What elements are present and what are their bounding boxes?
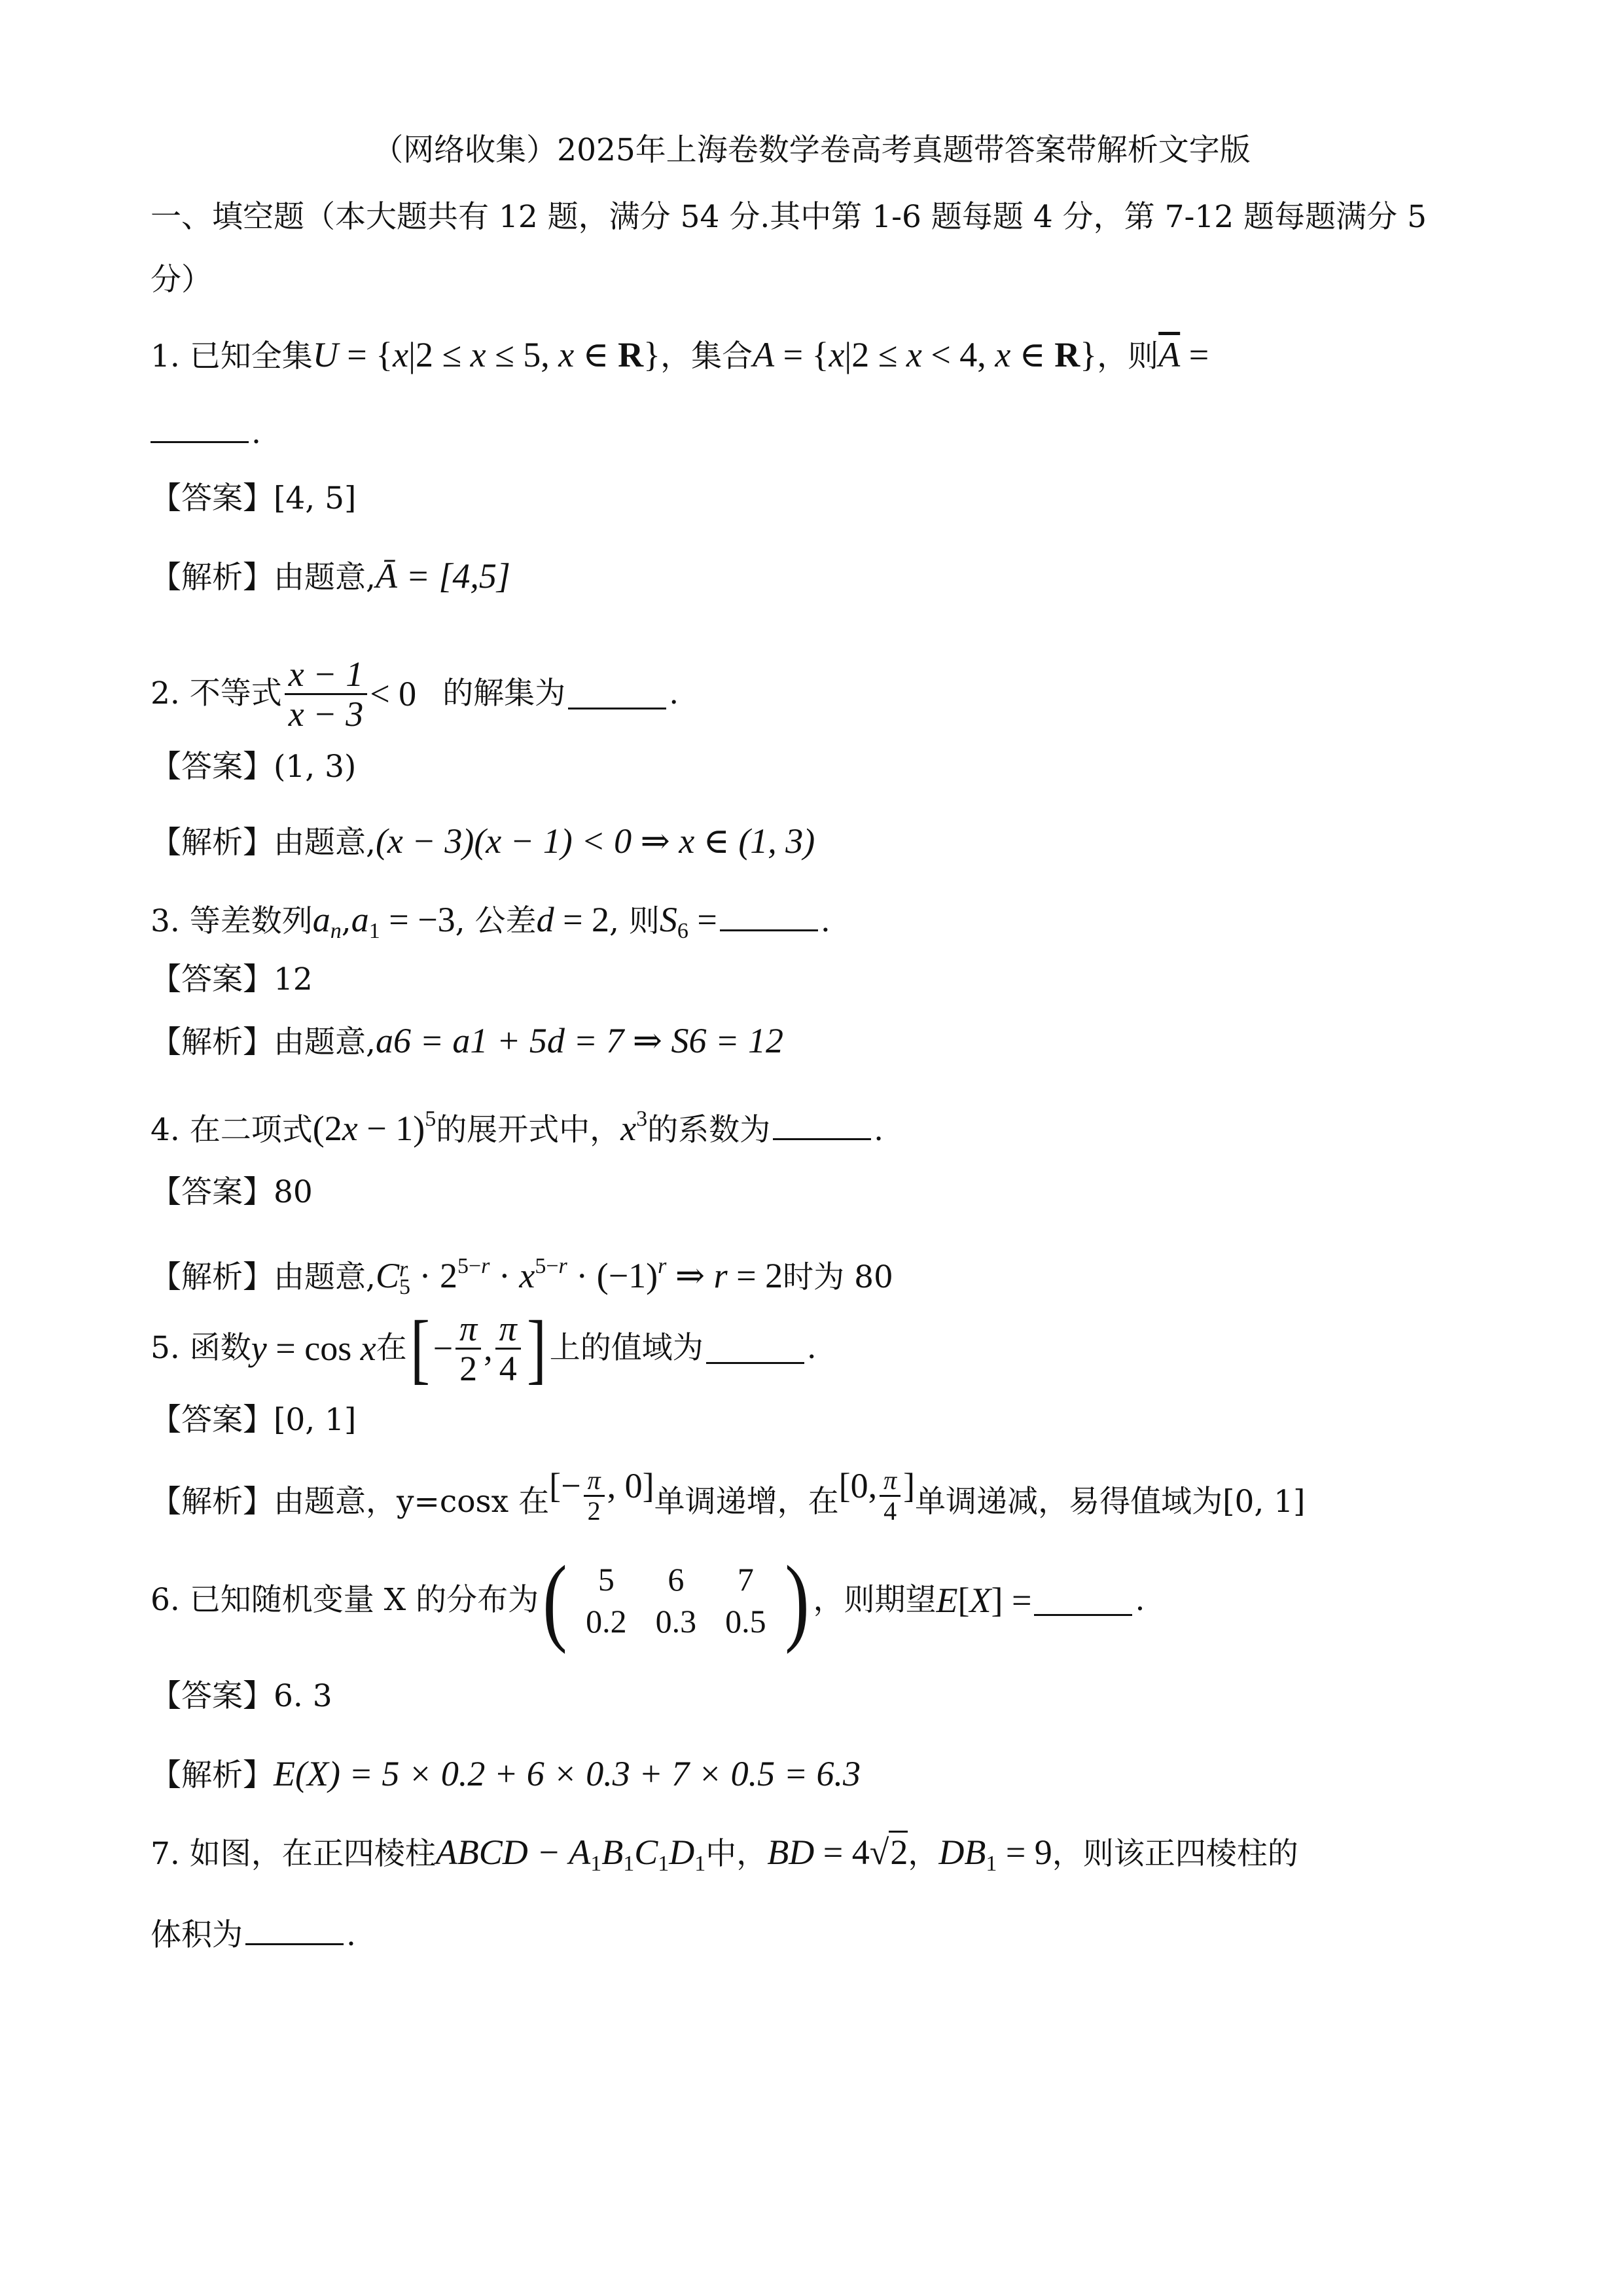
- answer-label: 【答案】: [151, 1174, 274, 1210]
- q3-common-difference: d = 2: [536, 900, 610, 939]
- q6-probability: 0.2: [586, 1603, 627, 1640]
- q6-mid: ，则期望: [813, 1582, 936, 1618]
- q7-volume-text: 体积为: [151, 1917, 243, 1953]
- q7-end: .: [346, 1917, 356, 1953]
- q3-analysis-math: a6 = a1 + 5d = 7 ⇒ S6 = 12: [375, 1021, 783, 1060]
- q3-sequence: $a_n$: [312, 900, 342, 943]
- q5-function: y = cos x: [251, 1329, 376, 1368]
- analysis-label: 【解析】: [151, 1024, 274, 1060]
- q7-prefix: 7. 如图，在正四棱柱: [151, 1836, 436, 1872]
- q6-answer-blank: [1034, 1585, 1132, 1616]
- q6-value: 5: [597, 1561, 615, 1598]
- document-title: （网络收集）2025年上海卷数学卷高考真题带答案带解析文字版: [372, 132, 1251, 168]
- q7-db1: $DB_1 = 9$: [938, 1833, 1052, 1876]
- q5-answer: [151, 1401, 1472, 1440]
- q1-answer-value: [4, 5]: [274, 480, 357, 516]
- q1-blank-line: [151, 412, 1472, 453]
- q6-answer-value: 6. 3: [274, 1678, 332, 1714]
- q6-expectation: E[X] =: [936, 1581, 1032, 1620]
- answer-label: 【答案】: [151, 1678, 274, 1714]
- q5-analysis-text2: 单调递增，在: [654, 1484, 839, 1520]
- q1-set-a: A = {x|2 ≤ x < 4, x ∈ R}: [753, 335, 1097, 374]
- q4-analysis-tail: 时为 80: [783, 1259, 893, 1295]
- analysis-label: 【解析】: [151, 1757, 274, 1793]
- analysis-label: 【解析】: [151, 560, 274, 596]
- q1-answer: [151, 479, 1472, 518]
- answer-label: 【答案】: [151, 749, 274, 785]
- q1-analysis: [151, 556, 1472, 598]
- q6-answer: [151, 1677, 1472, 1716]
- q3-answer: [151, 960, 1472, 999]
- q6-probability: 0.5: [725, 1603, 766, 1640]
- q2-end: .: [669, 675, 679, 711]
- answer-label: 【答案】: [151, 961, 274, 997]
- q7-line2: [151, 1914, 1472, 1955]
- by-problem-text: 由题意,: [274, 1259, 376, 1295]
- q4-prefix: 4. 在二项式: [151, 1112, 313, 1148]
- q5-decreasing-interval: [0, $\frac{\pi}{4}$ ]: [838, 1465, 916, 1526]
- by-problem-text: 由题意,: [274, 1024, 376, 1060]
- analysis-label: 【解析】: [151, 825, 274, 861]
- q4-answer: [151, 1173, 1472, 1212]
- answer-label: 【答案】: [151, 480, 274, 516]
- q4-suffix: 的系数为: [647, 1112, 771, 1148]
- q4-mid: 的展开式中，: [436, 1112, 621, 1148]
- q4-analysis-math: C $_{r 5} \cdot 2^{5-r} \cdot x^{5-r} \cdot (-1)^r$ ⇒ r = 2: [375, 1254, 783, 1299]
- q6-distribution-matrix: ( 5 6 7 0.2 0.3 0.5 ): [543, 1546, 810, 1655]
- q2-fraction-denominator: x − 3: [288, 694, 364, 734]
- q1-mid: ，集合: [660, 338, 753, 374]
- q3-analysis: [151, 1021, 1472, 1062]
- q7-mid2: ，: [908, 1836, 939, 1872]
- q7-prism: ABCD − $A_1B_1C_1D_1$: [435, 1833, 706, 1876]
- q2-fraction: [285, 655, 367, 733]
- q4-term: $x^3$: [620, 1107, 648, 1148]
- q2-answer-blank: [568, 679, 666, 709]
- q5-prefix: 5. 函数: [151, 1330, 251, 1366]
- q6-analysis-math: E(X) = 5 × 0.2 + 6 × 0.3 + 7 × 0.5 = 6.3: [274, 1754, 861, 1793]
- answer-label: 【答案】: [151, 1402, 274, 1438]
- q6-probability: 0.3: [655, 1603, 697, 1640]
- q3-answer-value: 12: [274, 961, 313, 997]
- q3-answer-blank: [720, 901, 818, 931]
- q7-bd: BD = 4√2: [767, 1831, 908, 1872]
- q6-prefix: 6. 已知随机变量 X 的分布为: [151, 1582, 539, 1618]
- question-7: [151, 1833, 1472, 1884]
- q2-prefix: 2. 不等式: [151, 675, 282, 711]
- q1-complement: $\overline{A}$ =: [1158, 335, 1209, 374]
- question-1: [151, 335, 1472, 376]
- q1-analysis-math: Ā = [4,5]: [375, 556, 510, 596]
- question-3: [151, 900, 1472, 951]
- q3-prefix: 3. 等差数列: [151, 903, 313, 939]
- section-heading: 一、填空题（本大题共有 12 题，满分 54 分.其中第 1-6 题每题 4 分，第 7-12 题每题满分 5: [151, 199, 1427, 235]
- q1-end: .: [251, 415, 261, 451]
- q6-value: 7: [737, 1561, 754, 1598]
- q4-analysis: [151, 1247, 1472, 1307]
- q5-end: .: [806, 1330, 817, 1366]
- q2-answer: [151, 747, 1472, 787]
- q5-answer-value: [0, 1]: [274, 1402, 357, 1438]
- q3-mid: , 公差: [455, 903, 537, 939]
- q4-binomial: $(2x - 1)^5$: [312, 1107, 437, 1148]
- analysis-label: 【解析】: [151, 1484, 274, 1520]
- section-heading-cont: 分）: [151, 262, 212, 298]
- question-2: [151, 655, 1472, 733]
- q3-mid2: , 则: [609, 903, 660, 939]
- analysis-label: 【解析】: [151, 1259, 274, 1295]
- q3-sum: $S_6$ =: [659, 900, 717, 943]
- question-4: [151, 1100, 1472, 1150]
- q6-analysis: [151, 1754, 1472, 1795]
- q3-end: .: [820, 903, 830, 939]
- q1-answer-blank: [151, 412, 249, 443]
- q7-answer-blank: [245, 1914, 344, 1945]
- q3-sep: ,: [341, 903, 351, 939]
- q6-end: .: [1135, 1582, 1145, 1618]
- q4-answer-value: 80: [274, 1174, 313, 1210]
- q7-mid: 中，: [705, 1836, 768, 1872]
- q2-analysis-math: (x − 3)(x − 1) < 0 ⇒ x ∈ (1, 3): [375, 821, 815, 861]
- q4-answer-blank: [773, 1109, 871, 1140]
- question-6: [151, 1548, 1472, 1653]
- q2-answer-value: (1, 3): [274, 749, 357, 785]
- q5-answer-blank: [706, 1333, 804, 1364]
- q6-value: 6: [668, 1561, 685, 1598]
- q1-universal-set: U = {x|2 ≤ x ≤ 5, x ∈ R}: [312, 335, 661, 374]
- q5-analysis: [151, 1466, 1472, 1538]
- by-problem-text: 由题意,: [274, 560, 376, 596]
- q7-suffix: ，则该正四棱柱的: [1052, 1836, 1298, 1872]
- q5-mid: 在: [376, 1330, 407, 1366]
- q5-analysis-text1: 由题意，y=cosx 在: [274, 1484, 550, 1520]
- q5-interval: [ − $\frac{\pi}{2}$ , $\frac{\pi}{4}$ ]: [410, 1304, 546, 1391]
- q1-suffix: ，则: [1097, 338, 1159, 374]
- q1-prefix: 1. 已知全集: [151, 338, 313, 374]
- q3-first-term: $a_1 = -3$: [351, 900, 455, 943]
- q2-inequality-rhs: < 0: [370, 674, 417, 713]
- by-problem-text: 由题意,: [274, 825, 376, 861]
- q2-suffix: 的解集为: [442, 675, 566, 711]
- q2-analysis: [151, 821, 1472, 863]
- q4-end: .: [874, 1112, 884, 1148]
- question-5: [151, 1306, 1472, 1391]
- q2-fraction-numerator: x − 1: [288, 654, 364, 694]
- q5-suffix: 上的值域为: [549, 1330, 704, 1366]
- q5-increasing-interval: [− $\frac{\pi}{2}$ , 0]: [549, 1465, 654, 1526]
- q5-analysis-text3: 单调递减，易得值域为[0, 1]: [915, 1484, 1306, 1520]
